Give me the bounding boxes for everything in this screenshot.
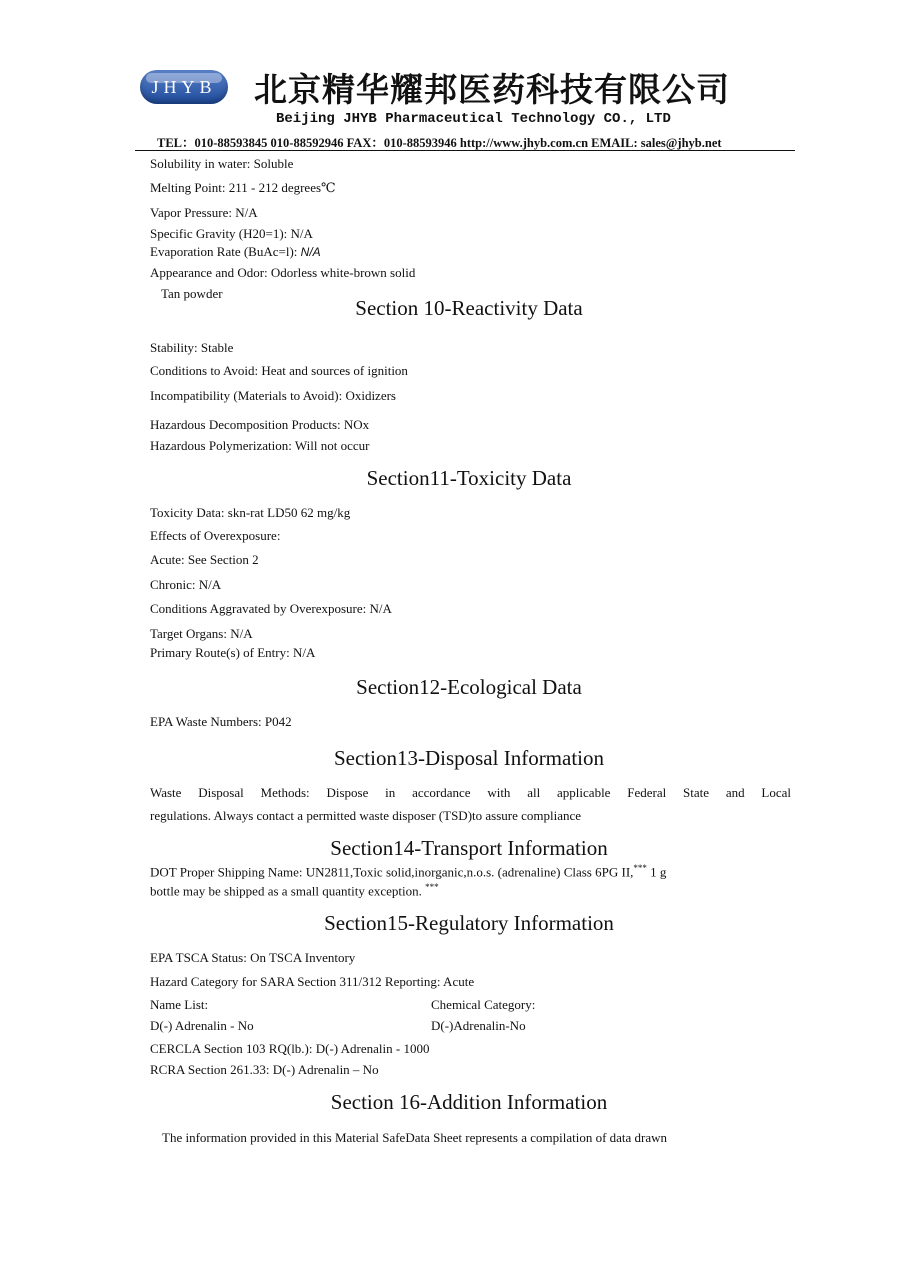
specific-gravity-line: Specific Gravity (H20=1): N/A	[150, 226, 313, 241]
tan-powder-line: Tan powder	[161, 286, 223, 301]
rcra-line: RCRA Section 261.33: D(-) Adrenalin – No	[150, 1062, 379, 1077]
section-10-heading: Section 10-Reactivity Data	[355, 296, 583, 320]
section-12-heading: Section12-Ecological Data	[356, 675, 582, 699]
shipping-stars: ***	[633, 863, 647, 873]
cercla-line: CERCLA Section 103 RQ(lb.): D(-) Adrenalin - 1000	[150, 1041, 430, 1056]
stability-line: Stability: Stable	[150, 340, 234, 355]
epa-waste-line: EPA Waste Numbers: P042	[150, 714, 292, 729]
dot-shipping-quantity: 1 g	[646, 864, 667, 880]
company-logo	[140, 70, 228, 104]
decomposition-line: Hazardous Decomposition Products: NOx	[150, 417, 370, 432]
melting-point-line: Melting Point: 211 - 212 degrees℃	[150, 180, 336, 195]
toxicity-data-line: Toxicity Data: skn-rat LD50 62 mg/kg	[150, 505, 351, 520]
letterhead	[0, 0, 902, 152]
acute-line: Acute: See Section 2	[150, 552, 259, 567]
dot-shipping-line	[150, 863, 666, 880]
name-list-value: D(-) Adrenalin - No	[150, 1018, 254, 1033]
vapor-pressure-line: Vapor Pressure: N/A	[150, 205, 258, 220]
evaporation-rate-line	[150, 244, 321, 260]
section-14-heading: Section14-Transport Information	[330, 836, 608, 860]
chronic-line: Chronic: N/A	[150, 577, 222, 592]
disposal-paragraph-line-2: regulations. Always contact a permitted waste disposer (TSD)to assure compliance	[150, 808, 582, 823]
evaporation-label: Evaporation Rate (BuAc=l):	[150, 244, 301, 259]
appearance-line: Appearance and Odor: Odorless white-brown solid	[150, 265, 416, 280]
section-13-heading: Section13-Disposal Information	[333, 746, 605, 770]
conditions-to-avoid-line: Conditions to Avoid: Heat and sources of ignition	[150, 363, 408, 378]
addition-info-line: The information provided in this Material SafeData Sheet represents a compilation of data drawn	[162, 1130, 668, 1145]
small-quantity-line	[150, 882, 439, 899]
company-name-english: Beijing JHYB Pharmaceutical Technology CO., LTD	[276, 111, 671, 127]
header-divider	[135, 150, 795, 151]
primary-route-line: Primary Route(s) of Entry: N/A	[150, 645, 316, 660]
dot-shipping-text: DOT Proper Shipping Name: UN2811,Toxic solid,inorganic,n.o.s. (adrenaline) Class 6PG II,	[150, 864, 634, 880]
exception-stars: ***	[425, 882, 439, 892]
incompatibility-line: Incompatibility (Materials to Avoid): Oxidizers	[150, 388, 396, 403]
section-11-heading: Section11-Toxicity Data	[366, 466, 572, 490]
solubility-line: Solubility in water: Soluble	[150, 156, 294, 171]
chemical-category-label: Chemical Category:	[431, 997, 536, 1012]
disposal-paragraph-line-1: Waste Disposal Methods: Dispose in accordance with all applicable Federal State and Local	[150, 785, 791, 800]
small-quantity-text: bottle may be shipped as a small quantity exception.	[150, 883, 426, 899]
target-organs-line: Target Organs: N/A	[150, 626, 253, 641]
hazard-category-line: Hazard Category for SARA Section 311/312 Reporting: Acute	[150, 974, 475, 989]
section-16-heading: Section 16-Addition Information	[330, 1090, 608, 1114]
chemical-category-value: D(-)Adrenalin-No	[431, 1018, 526, 1033]
tsca-status-line: EPA TSCA Status: On TSCA Inventory	[150, 950, 356, 965]
section-15-heading: Section15-Regulatory Information	[324, 911, 614, 935]
name-list-label: Name List:	[150, 997, 209, 1012]
company-name-chinese: 北京精华耀邦医药科技有限公司	[254, 70, 730, 109]
polymerization-line: Hazardous Polymerization: Will not occur	[150, 438, 370, 453]
evaporation-value: N/A	[300, 245, 321, 259]
aggravated-line: Conditions Aggravated by Overexposure: N/A	[150, 601, 392, 616]
logo-text: JHYB	[151, 77, 217, 97]
contact-line: TEL：010-88593845 010-88592946 FAX：010-88593946 http://www.jhyb.com.cn EMAIL: sales@jhyb.net	[157, 136, 722, 150]
effects-line: Effects of Overexposure:	[150, 528, 281, 543]
